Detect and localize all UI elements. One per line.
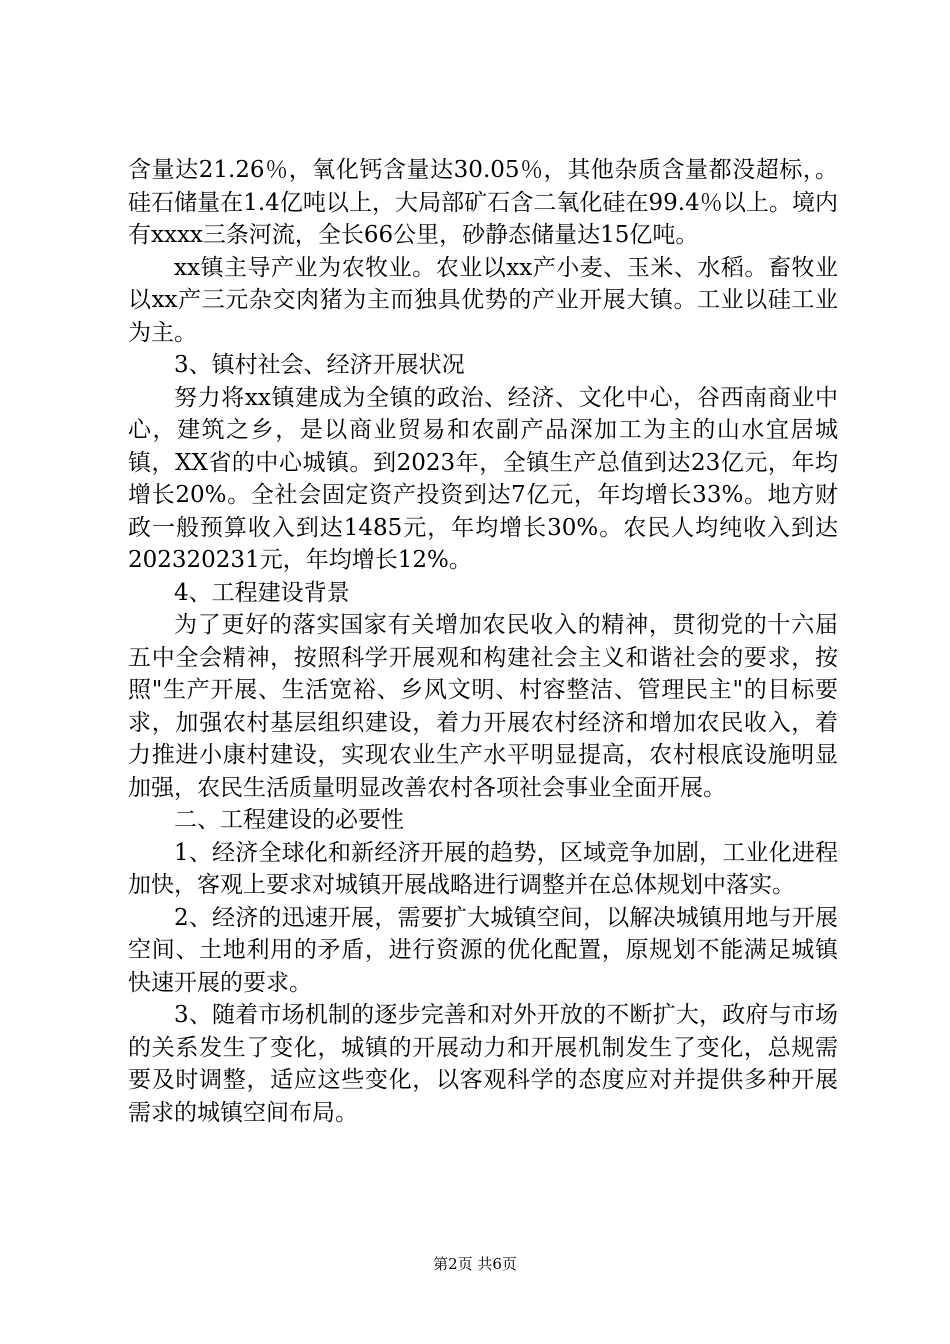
paragraph-8: 1、经济全球化和新经济开展的趋势，区域竞争加剧，工业化进程加快，客观上要求对城镇开展战略进行调整并在总体规划中落实。 xyxy=(128,839,838,898)
section-heading-3: 3、镇村社会、经济开展状况 xyxy=(174,352,465,378)
paragraph-1: 含量达21.26％，氧化钙含量达30.05％，其他杂质含量都没超标，。硅石储量在1.4亿吨以上，大局部矿石含二氧化硅在99.4％以上。境内有xxxx三条河流，全长66公里，砂静态储量达15亿吨。 xyxy=(128,157,838,248)
paragraph-2: xx镇主导产业为农牧业。农业以xx产小麦、玉米、水稻。畜牧业以xx产三元杂交肉猪为主而独具优势的产业开展大镇。工业以硅工业为主。 xyxy=(128,254,838,346)
paragraph-6: 为了更好的落实国家有关增加农民收入的精神，贯彻党的十六届五中全会精神，按照科学开展观和构建社会主义和谐社会的要求，按照"生产开展、生活宽裕、乡风文明、村容整洁、管理民主"的目标要求，加强农村基层组织建设，着力开展农村经济和增加农民收入，着力推进小康村建设，实现农业生产水平明显提高，农村根底设施明显加强，农民生活质量明显改善农村各项社会事业全面开展。 xyxy=(128,612,838,801)
paragraph-4: 努力将xx镇建成为全镇的政治、经济、文化中心，谷西南商业中心，建筑之乡，是以商业贸易和农副产品深加工为主的山水宜居城镇，XX省的中心城镇。到2023年，全镇生产总值到达23亿元，年均增长20%。全社会固定资产投资到达7亿元，年均增长33%。地方财政一般预算收入到达1485元，年均增长30%。农民人均纯收入到达202320231元，年均增长12%。 xyxy=(128,384,838,573)
section-heading-4: 4、工程建设背景 xyxy=(174,579,350,606)
document-body xyxy=(128,154,838,1129)
page-footer xyxy=(0,1253,950,1274)
paragraph-10: 3、随着市场机制的逐步完善和对外开放的不断扩大，政府与市场的关系发生了变化，城镇的开展动力和开展机制发生了变化，总规需要及时调整，适应这些变化，以客观科学的态度应对并提供多种开展需求的城镇空间布局。 xyxy=(128,1002,838,1126)
paragraph-9: 2、经济的迅速开展，需要扩大城镇空间，以解决城镇用地与开展空间、土地利用的矛盾，进行资源的优化配置，原规划不能满足城镇快速开展的要求。 xyxy=(128,904,838,996)
section-heading-necessity: 二、工程建设的必要性 xyxy=(174,807,404,833)
page-number: 第2页 共6页 xyxy=(433,1255,517,1273)
